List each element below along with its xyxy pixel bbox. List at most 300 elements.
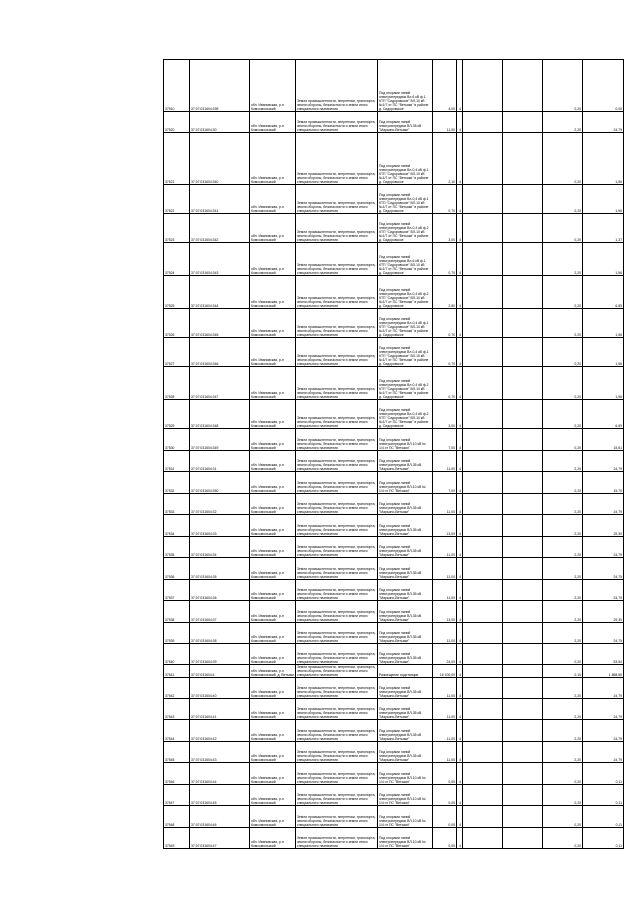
row-number-cell: 37526	[164, 309, 190, 338]
coefficient-cell: 0,20	[543, 338, 583, 367]
row-number-cell: 37520	[164, 112, 190, 133]
table-row	[164, 580, 624, 601]
payment-sum-cell: 0,11	[583, 785, 624, 806]
cadastral-number-cell: 37:07:031604:339	[190, 60, 250, 112]
empty-cell-1	[463, 60, 503, 112]
cadastral-number-cell: 37:07:031604:342	[190, 214, 250, 243]
payment-sum-cell: 6,69	[583, 400, 624, 429]
cadastral-number-cell: 37:07:031604:43	[190, 742, 250, 763]
empty-cell-1	[463, 580, 503, 601]
payment-sum-cell: 24,79	[583, 580, 624, 601]
row-number-cell: 37538	[164, 601, 190, 623]
cadastral-number-cell: 37:07:031604:35	[190, 558, 250, 580]
area-cell: 24,00	[433, 644, 457, 665]
area-cell: 11,00	[433, 451, 457, 472]
coefficient-cell: 0,20	[543, 400, 583, 429]
payment-sum-cell: 24,79	[583, 494, 624, 515]
coefficient-cell: 0,20	[543, 276, 583, 309]
land-category-cell: Земли промышленности, энергетики, транспорта, земли обороны, безопасности и земли иного специального назначения	[296, 580, 378, 601]
area-cell: 11,00	[433, 720, 457, 742]
table-row	[164, 400, 624, 429]
permitted-use-cell: Под опорами линий электропередачи ВЛ-35 кВ "Марьино-Ветьяки"	[378, 580, 433, 601]
address-cell: обл. Ивановская, р-н Комсомольский	[250, 429, 296, 451]
coefficient-cell: 2,20	[543, 623, 583, 644]
cadastral-number-cell: 37:07:031604:37	[190, 601, 250, 623]
area-cell: 11,00	[433, 623, 457, 644]
area-cell: 0,05	[433, 806, 457, 828]
land-category-cell: Земли промышленности, энергетики, транспорта, земли обороны, безопасности и земли иного специального назначения	[296, 601, 378, 623]
payment-sum-cell: 24,79	[583, 112, 624, 133]
cadastral-number-cell: 37:07:031604:350	[190, 472, 250, 494]
empty-cell-2	[503, 537, 543, 558]
table-row	[164, 133, 624, 185]
empty-cell-1	[463, 763, 503, 785]
permitted-use-cell: Под опорами линий электропередачи ВЛ-35 кВ "Марьино-Ветьяки"	[378, 558, 433, 580]
row-number-cell: 37546	[164, 763, 190, 785]
land-plot-table	[163, 59, 624, 849]
rate-cell: 4	[457, 185, 463, 214]
row-number-cell: 37539	[164, 623, 190, 644]
rate-cell: 4	[457, 472, 463, 494]
payment-sum-cell: 15,70	[583, 472, 624, 494]
row-number-cell: 37531	[164, 451, 190, 472]
land-category-cell: Земли промышленности, энергетики, транспорта, земли обороны, безопасности и земли иного специального назначения	[296, 537, 378, 558]
row-number-cell: 37544	[164, 720, 190, 742]
land-category-cell: Земли промышленности, энергетики, транспорта, земли обороны, безопасности и земли иного специального назначения	[296, 699, 378, 720]
permitted-use-cell: Под опорами линий электропередачи ВЛ-10 кВ № 1/4 от ПС "Ветьяки"	[378, 763, 433, 785]
empty-cell-2	[503, 623, 543, 644]
table-row	[164, 472, 624, 494]
empty-cell-1	[463, 429, 503, 451]
row-number-cell: 37535	[164, 537, 190, 558]
empty-cell-1	[463, 451, 503, 472]
empty-cell-2	[503, 214, 543, 243]
rate-cell: 4	[457, 558, 463, 580]
coefficient-cell: 0,20	[543, 185, 583, 214]
empty-cell-2	[503, 742, 543, 763]
table-row	[164, 763, 624, 785]
coefficient-cell: 2,20	[543, 451, 583, 472]
table-row	[164, 537, 624, 558]
permitted-use-cell: Под опорами линий электропередачи ВЛ-35 кВ "Марьино-Ветьяки"	[378, 623, 433, 644]
area-cell: 11,00	[433, 699, 457, 720]
row-number-cell: 37536	[164, 558, 190, 580]
permitted-use-cell: Под опорами линий электропередачи ВЛ-35 кВ "Марьино-Ветьяки"	[378, 601, 433, 623]
area-cell: 0,70	[433, 367, 457, 400]
empty-cell-2	[503, 243, 543, 276]
rate-cell: 4	[457, 623, 463, 644]
rate-cell: 4	[457, 742, 463, 763]
rate-cell: 4	[457, 828, 463, 849]
empty-cell-2	[503, 828, 543, 849]
empty-cell-1	[463, 665, 503, 678]
land-category-cell: Земли промышленности, энергетики, транспорта, земли обороны, безопасности и земли иного специального назначения	[296, 472, 378, 494]
cadastral-number-cell: 37:07:031604:343	[190, 243, 250, 276]
address-cell: обл. Ивановская, р-н Комсомольский	[250, 60, 296, 112]
permitted-use-cell: Под опорами линий электропередачи Вл-0,4 кВ ф.2 КТП "Сидоровское" ВЛ-10 кВ №1/7 от ПС "Ветьяки" в районе д. Сидоровское	[378, 367, 433, 400]
area-cell: 11,00	[433, 537, 457, 558]
rate-cell: 4	[457, 451, 463, 472]
cadastral-number-cell: 37:07:031604:4	[190, 665, 250, 678]
empty-cell-2	[503, 644, 543, 665]
rate-cell: 4	[457, 720, 463, 742]
land-category-cell: Земли промышленности, энергетики, транспорта, земли обороны, безопасности и земли иного специального назначения	[296, 451, 378, 472]
land-category-cell: Земли промышленности, энергетики, транспорта, земли обороны, безопасности и земли иного специального назначения	[296, 828, 378, 849]
rate-cell: 4	[457, 806, 463, 828]
permitted-use-cell: Под опорами линий электропередачи ВЛ-35 кВ "Марьино-Ветьяки"	[378, 112, 433, 133]
empty-cell-2	[503, 763, 543, 785]
empty-cell-2	[503, 580, 543, 601]
cadastral-number-cell: 37:07:031604:40	[190, 678, 250, 699]
table-row	[164, 451, 624, 472]
land-category-cell: Земли промышленности, энергетики, транспорта, земли обороны, безопасности и земли иного специального назначения	[296, 214, 378, 243]
empty-cell-1	[463, 133, 503, 185]
cadastral-number-cell: 37:07:031604:45	[190, 785, 250, 806]
area-cell: 0,05	[433, 828, 457, 849]
rate-cell: 4	[457, 112, 463, 133]
permitted-use-cell: Под опорами линий электропередачи ВЛ-35 кВ "Марьино-Ветьяки"	[378, 720, 433, 742]
row-number-cell: 37529	[164, 400, 190, 429]
rate-cell: 4	[457, 276, 463, 309]
coefficient-cell: 2,20	[543, 699, 583, 720]
row-number-cell: 37537	[164, 580, 190, 601]
address-cell: обл. Ивановская, р-н Комсомольский	[250, 185, 296, 214]
empty-cell-2	[503, 185, 543, 214]
payment-sum-cell: 29,30	[583, 515, 624, 537]
land-category-cell: Земли промышленности, энергетики, транспорта, земли обороны, безопасности и земли иного специального назначения	[296, 243, 378, 276]
coefficient-cell: 2,20	[543, 601, 583, 623]
empty-cell-1	[463, 785, 503, 806]
table-row	[164, 276, 624, 309]
empty-cell-1	[463, 742, 503, 763]
area-cell: 11,00	[433, 742, 457, 763]
land-category-cell: Земли промышленности, энергетики, транспорта, земли обороны, безопасности и земли иного специального назначения	[296, 720, 378, 742]
coefficient-cell: 0,20	[543, 429, 583, 451]
table-row	[164, 338, 624, 367]
permitted-use-cell: Под опорами линий электропередачи Вл-0,4 кВ ф.1 КТП "Сидоровское" ВЛ-10 кВ №1/7 от ПС "Ветьяки" в районе д. Сидоровское	[378, 185, 433, 214]
empty-cell-1	[463, 601, 503, 623]
coefficient-cell: 0,20	[543, 806, 583, 828]
coefficient-cell: 2,20	[543, 580, 583, 601]
address-cell: обл. Ивановская, р-н Комсомольский	[250, 580, 296, 601]
table-row	[164, 665, 624, 678]
area-cell: 11,00	[433, 112, 457, 133]
table-row	[164, 601, 624, 623]
address-cell: обл. Ивановская, р-н Комсомольский	[250, 699, 296, 720]
cadastral-number-cell: 37:07:031604:47	[190, 828, 250, 849]
rate-cell: 4	[457, 601, 463, 623]
payment-sum-cell: 1,56	[583, 309, 624, 338]
coefficient-cell: 2,20	[543, 742, 583, 763]
permitted-use-cell: Под опорами линий электропередачи Вл-0,4 кВ ф.1 КТП "Сидоровское" ВЛ-10 кВ №1/7 от ПС "Ветьяки" в районе д. Сидоровское	[378, 133, 433, 185]
table-row	[164, 60, 624, 112]
area-cell: 11,00	[433, 580, 457, 601]
cadastral-number-cell: 37:07:031604:44	[190, 763, 250, 785]
coefficient-cell: 2,20	[543, 558, 583, 580]
table-row	[164, 243, 624, 276]
coefficient-cell: 0,20	[543, 309, 583, 338]
payment-sum-cell: 1,56	[583, 243, 624, 276]
coefficient-cell: 0,20	[543, 472, 583, 494]
table-row	[164, 806, 624, 828]
payment-sum-cell: 24,79	[583, 699, 624, 720]
permitted-use-cell: Под опорами линий электропередачи Вл-0,4 кВ ф.1 КТП "Сидоровское" ВЛ-10 кВ №1/7 от ПС "Ветьяки" в районе д. Сидоровское	[378, 309, 433, 338]
area-cell: 3,00	[433, 214, 457, 243]
empty-cell-2	[503, 60, 543, 112]
payment-sum-cell: 1,56	[583, 185, 624, 214]
rate-cell: 4	[457, 763, 463, 785]
row-number-cell: 37510	[164, 60, 190, 112]
table-row	[164, 309, 624, 338]
permitted-use-cell: Под опорами линий электропередачи ВЛ-35 кВ "Марьино-Ветьяки"	[378, 515, 433, 537]
row-number-cell: 37521	[164, 133, 190, 185]
empty-cell-2	[503, 472, 543, 494]
rate-cell: 4	[457, 665, 463, 678]
area-cell: 0,70	[433, 338, 457, 367]
permitted-use-cell: Под опорами линий электропередачи Вл-0,4 кВ ф.2 КТП "Сидоровское" ВЛ-10 кВ №1/7 от ПС "Ветьяки" в районе д. Сидоровское	[378, 214, 433, 243]
address-cell: обл. Ивановская, р-н Комсомольский	[250, 472, 296, 494]
row-number-cell: 37533	[164, 494, 190, 515]
address-cell: обл. Ивановская, р-н Комсомольский	[250, 494, 296, 515]
empty-cell-1	[463, 309, 503, 338]
rate-cell: 4	[457, 133, 463, 185]
coefficient-cell: 0,20	[543, 785, 583, 806]
land-category-cell: Земли промышленности, энергетики, транспорта, земли обороны, безопасности и земли иного специального назначения	[296, 185, 378, 214]
land-category-cell: Земли промышленности, энергетики, транспорта, земли обороны, безопасности и земли иного специального назначения	[296, 515, 378, 537]
cadastral-number-cell: 37:07:031604:42	[190, 720, 250, 742]
cadastral-number-cell: 37:07:031604:41	[190, 699, 250, 720]
coefficient-cell: 2,20	[543, 515, 583, 537]
cadastral-number-cell: 37:07:031604:32	[190, 494, 250, 515]
address-cell: обл. Ивановская, р-н Комсомольский	[250, 644, 296, 665]
area-cell: 0,05	[433, 785, 457, 806]
empty-cell-2	[503, 785, 543, 806]
address-cell: обл. Ивановская, р-н Комсомольский	[250, 623, 296, 644]
address-cell: обл. Ивановская, р-н Комсомольский	[250, 515, 296, 537]
rate-cell: 4	[457, 214, 463, 243]
coefficient-cell: 0,20	[543, 60, 583, 112]
coefficient-cell: 0,20	[543, 763, 583, 785]
permitted-use-cell: Под опорами линий электропередачи Вл-6 кВ ф.1 КТП "Сидоровское" ВЛ-10 кВ №1/7 от ПС "Ветьяки" в районе д. Сидоровское	[378, 243, 433, 276]
payment-sum-cell: 24,79	[583, 720, 624, 742]
table-row	[164, 699, 624, 720]
coefficient-cell: 2,20	[543, 494, 583, 515]
land-category-cell: Земли промышленности, энергетики, транспорта, земли обороны, безопасности и земли иного специального назначения	[296, 112, 378, 133]
empty-cell-2	[503, 400, 543, 429]
table-row	[164, 367, 624, 400]
address-cell: обл. Ивановская, р-н Комсомольский	[250, 806, 296, 828]
permitted-use-cell: Под опорами линий электропередачи ВЛ-10 кВ № 1/4 от ПС "Ветьяки"	[378, 429, 433, 451]
permitted-use-cell: Под опорами линий электропередачи ВЛ-35 кВ "Марьино-Ветьяки"	[378, 537, 433, 558]
empty-cell-1	[463, 699, 503, 720]
row-number-cell: 37540	[164, 644, 190, 665]
address-cell: обл. Ивановская, р-н Комсомольский	[250, 338, 296, 367]
land-category-cell: Земли промышленности, энергетики, транспорта, земли обороны, безопасности и земли иного специального назначения	[296, 367, 378, 400]
table-row	[164, 515, 624, 537]
rate-cell: 4	[457, 699, 463, 720]
cadastral-number-cell: 37:07:031604:33	[190, 515, 250, 537]
empty-cell-2	[503, 720, 543, 742]
land-category-cell: Земли промышленности, энергетики, транспорта, земли обороны, безопасности и земли иного специального назначения	[296, 558, 378, 580]
empty-cell-1	[463, 828, 503, 849]
land-category-cell: Земли промышленности, энергетики, транспорта, земли обороны, безопасности и земли иного специального назначения	[296, 309, 378, 338]
table-row	[164, 720, 624, 742]
area-cell: 11,00	[433, 678, 457, 699]
rate-cell: 4	[457, 494, 463, 515]
empty-cell-2	[503, 451, 543, 472]
empty-cell-2	[503, 678, 543, 699]
area-cell: 0,70	[433, 185, 457, 214]
land-category-cell: Земли промышленности, энергетики, транспорта, земли обороны, безопасности и земли иного специального назначения	[296, 644, 378, 665]
empty-cell-1	[463, 515, 503, 537]
payment-sum-cell: 24,79	[583, 623, 624, 644]
coefficient-cell: 0,20	[543, 133, 583, 185]
row-number-cell: 37522	[164, 185, 190, 214]
permitted-use-cell: Под опорами линий электропередачи Вл-0,4 кВ ф.1 КТП "Сидоровское" ВЛ-10 кВ №1/7 от ПС "Ветьяки" в районе д. Сидоровское	[378, 338, 433, 367]
address-cell: обл. Ивановская, р-н Комсомольский	[250, 537, 296, 558]
payment-sum-cell: 24,79	[583, 742, 624, 763]
empty-cell-2	[503, 338, 543, 367]
empty-cell-1	[463, 494, 503, 515]
area-cell: 2,80	[433, 276, 457, 309]
area-cell: 13,00	[433, 515, 457, 537]
coefficient-cell: 2,20	[543, 243, 583, 276]
coefficient-cell: 2,20	[543, 112, 583, 133]
permitted-use-cell: Под опорами линий электропередачи ВЛ-35 кВ "Марьино-Ветьяки"	[378, 699, 433, 720]
empty-cell-2	[503, 133, 543, 185]
address-cell: обл. Ивановская, р-н Комсомольский	[250, 276, 296, 309]
coefficient-cell: 2,20	[543, 537, 583, 558]
coefficient-cell: 2,20	[543, 678, 583, 699]
payment-sum-cell: 29,30	[583, 601, 624, 623]
table-row	[164, 742, 624, 763]
permitted-use-cell: Под опорами линий электропередачи ВЛ-35 кВ "Марьино-Ветьяки"	[378, 494, 433, 515]
payment-sum-cell: 1,56	[583, 338, 624, 367]
payment-sum-cell: 1,56	[583, 367, 624, 400]
row-number-cell: 37543	[164, 699, 190, 720]
address-cell: обл. Ивановская, р-н Комсомольский	[250, 133, 296, 185]
coefficient-cell: 2,20	[543, 720, 583, 742]
row-number-cell: 37524	[164, 243, 190, 276]
area-cell: 16 100,00	[433, 665, 457, 678]
rate-cell: 4	[457, 60, 463, 112]
empty-cell-1	[463, 112, 503, 133]
coefficient-cell: 0,20	[543, 644, 583, 665]
cadastral-number-cell: 37:07:031604:46	[190, 806, 250, 828]
coefficient-cell: 0,10	[543, 665, 583, 678]
empty-cell-2	[503, 665, 543, 678]
permitted-use-cell: Под опорами линий электропередачи ВЛ-35 кВ "Марьино-Ветьяки"	[378, 678, 433, 699]
row-number-cell: 37541	[164, 665, 190, 678]
area-cell: 2,10	[433, 133, 457, 185]
address-cell: обл. Ивановская, р-н Комсомольский	[250, 558, 296, 580]
payment-sum-cell: 6,85	[583, 276, 624, 309]
payment-sum-cell: 1,56	[583, 133, 624, 185]
land-category-cell: Земли промышленности, энергетики, транспорта, земли обороны, безопасности и земли иного специального назначения	[296, 678, 378, 699]
empty-cell-2	[503, 367, 543, 400]
cadastral-number-cell: 37:07:031604:38	[190, 623, 250, 644]
table-row	[164, 214, 624, 243]
empty-cell-2	[503, 112, 543, 133]
empty-cell-1	[463, 644, 503, 665]
land-category-cell: Земли промышленности, энергетики, транспорта, земли обороны, безопасности и земли иного специального назначения	[296, 133, 378, 185]
empty-cell-2	[503, 806, 543, 828]
row-number-cell: 37549	[164, 828, 190, 849]
area-cell: 3,00	[433, 400, 457, 429]
row-number-cell: 37530	[164, 429, 190, 451]
address-cell: обл. Ивановская, р-н Комсомольский	[250, 785, 296, 806]
empty-cell-1	[463, 243, 503, 276]
land-category-cell: Земли промышленности, энергетики, транспорта, земли обороны, безопасности и земли иного специального назначения	[296, 623, 378, 644]
empty-cell-1	[463, 276, 503, 309]
address-cell: обл. Ивановская, р-н Комсомольский	[250, 742, 296, 763]
payment-sum-cell: 24,79	[583, 678, 624, 699]
permitted-use-cell: Под опорами линий электропередачи ВЛ-35 кВ "Марьино-Ветьяки"	[378, 644, 433, 665]
payment-sum-cell: 24,79	[583, 558, 624, 580]
area-cell: 4,00	[433, 60, 457, 112]
table-row	[164, 558, 624, 580]
address-cell: обл. Ивановская, р-н Комсомольский	[250, 214, 296, 243]
payment-sum-cell: 15,61	[583, 429, 624, 451]
land-category-cell: Земли промышленности, энергетики, транспорта, земли обороны, безопасности и земли иного специального назначения	[296, 785, 378, 806]
empty-cell-2	[503, 429, 543, 451]
permitted-use-cell: Под опорами линий электропередачи ВЛ-35 кВ "Марьино-Ветьяки"	[378, 742, 433, 763]
cadastral-number-cell: 37:07:031604:347	[190, 367, 250, 400]
area-cell: 11,00	[433, 494, 457, 515]
permitted-use-cell: Под опорами линий электропередачи ВЛ-10 кВ № 1/4 от ПС "Ветьяки"	[378, 785, 433, 806]
table-row	[164, 623, 624, 644]
permitted-use-cell: Под опорами линий электропередачи ВЛ-10 кВ № 1/4 от ПС "Ветьяки"	[378, 828, 433, 849]
table-row	[164, 828, 624, 849]
row-number-cell: 37547	[164, 785, 190, 806]
area-cell: 13,00	[433, 601, 457, 623]
permitted-use-cell: Размещение подстанции	[378, 665, 433, 678]
rate-cell: 4	[457, 515, 463, 537]
row-number-cell: 37528	[164, 367, 190, 400]
empty-cell-1	[463, 720, 503, 742]
empty-cell-1	[463, 537, 503, 558]
cadastral-number-cell: 37:07:031604:39	[190, 644, 250, 665]
payment-sum-cell: 24,79	[583, 537, 624, 558]
empty-cell-2	[503, 494, 543, 515]
address-cell: обл. Ивановская, р-н Комсомольский	[250, 720, 296, 742]
address-cell: обл. Ивановская, р-н Комсомольский	[250, 451, 296, 472]
empty-cell-1	[463, 678, 503, 699]
payment-sum-cell: 1,37	[583, 214, 624, 243]
empty-cell-2	[503, 699, 543, 720]
cadastral-number-cell: 37:07:031604:349	[190, 429, 250, 451]
row-number-cell: 37523	[164, 214, 190, 243]
table-row	[164, 112, 624, 133]
area-cell: 0,70	[433, 309, 457, 338]
coefficient-cell: 0,20	[543, 367, 583, 400]
address-cell: обл. Ивановская, р-н Комсомольский, д. Ветьяки	[250, 665, 296, 678]
empty-cell-1	[463, 623, 503, 644]
permitted-use-cell: Под опорами линий электропередачи Вл-0,4 кВ ф.2 КТП "Сидоровское" ВЛ-10 кВ №1/7 от ПС "Ветьяки" в районе д. Сидоровское	[378, 276, 433, 309]
row-number-cell: 37527	[164, 338, 190, 367]
rate-cell: 4	[457, 400, 463, 429]
land-category-cell: Земли промышленности, энергетики, транспорта, земли обороны, безопасности и земли иного специального назначения	[296, 742, 378, 763]
cadastral-number-cell: 37:07:031604:346	[190, 338, 250, 367]
empty-cell-1	[463, 472, 503, 494]
rate-cell: 4	[457, 678, 463, 699]
payment-sum-cell: 1 868,56	[583, 665, 624, 678]
empty-cell-2	[503, 601, 543, 623]
table-row	[164, 494, 624, 515]
empty-cell-2	[503, 276, 543, 309]
row-number-cell: 37534	[164, 515, 190, 537]
row-number-cell: 37532	[164, 472, 190, 494]
